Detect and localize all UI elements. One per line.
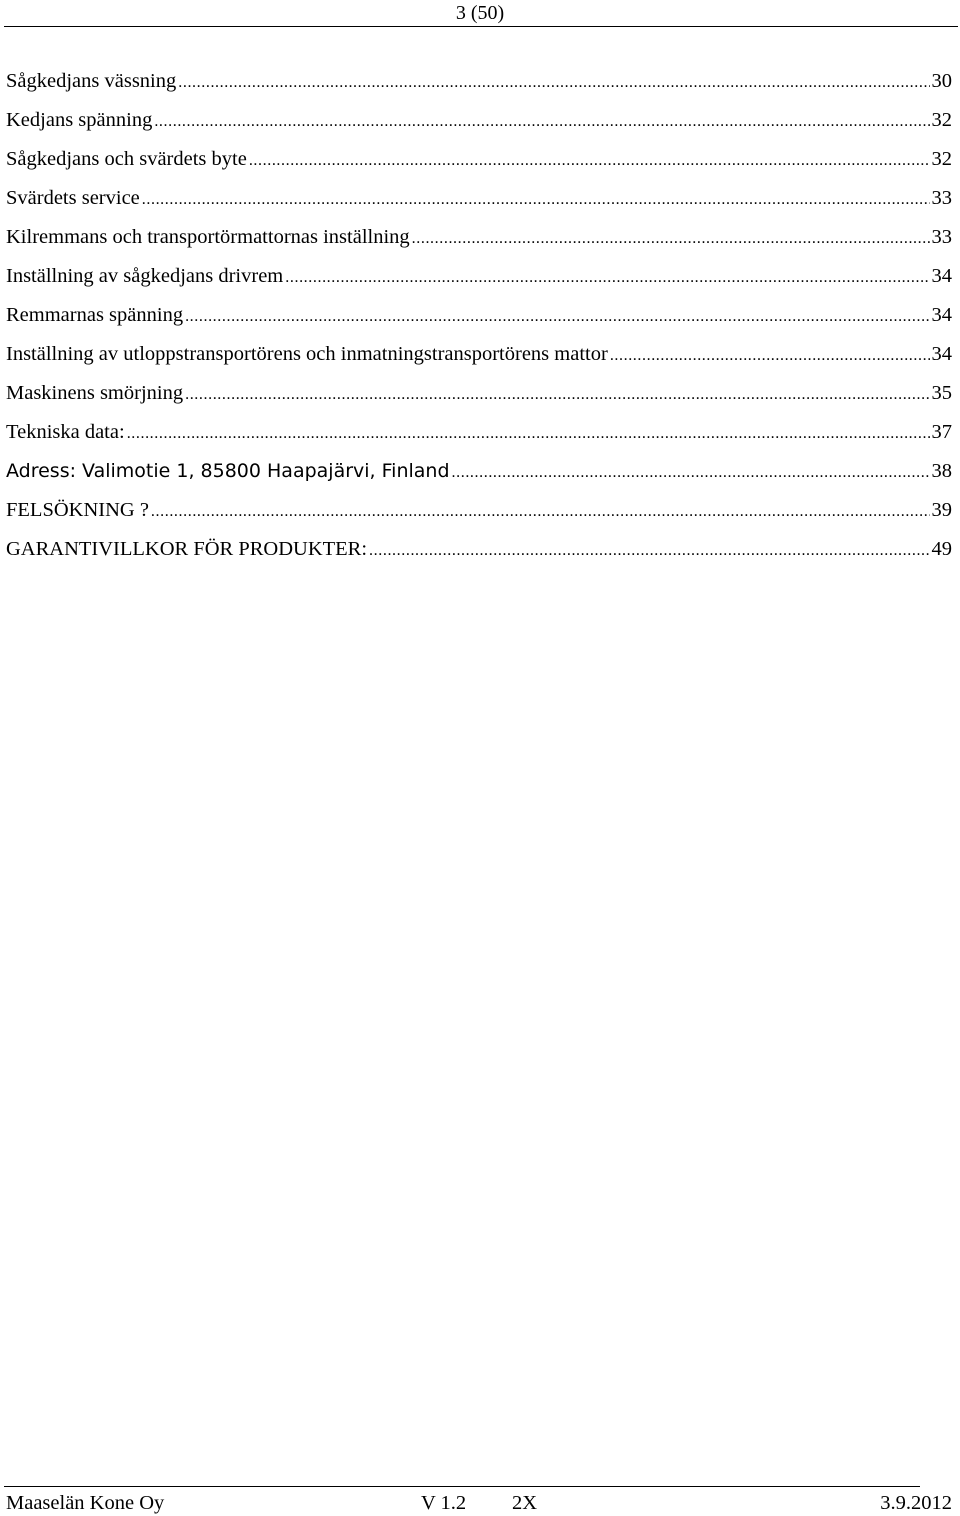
toc-dot-leader [249, 141, 930, 179]
toc-dot-leader [610, 336, 930, 374]
footer-rule [4, 1486, 920, 1487]
toc-dot-leader [142, 180, 930, 218]
toc-entry[interactable] [6, 335, 952, 374]
toc-entry-page: 34 [931, 265, 952, 287]
footer-model: 2X [512, 1492, 538, 1514]
toc-entry[interactable] [6, 374, 952, 413]
toc-dot-leader [185, 375, 929, 413]
toc-entry-title: Kilremmans och transportörmattornas inställning [6, 226, 410, 248]
toc-entry[interactable] [6, 62, 952, 101]
page-header [0, 0, 960, 28]
toc-entry[interactable] [6, 491, 952, 530]
toc-dot-leader [151, 492, 930, 530]
toc-dot-leader [178, 63, 929, 101]
toc-entry[interactable] [6, 530, 952, 569]
toc-entry-title: Sågkedjans och svärdets byte [6, 148, 247, 170]
toc-dot-leader [452, 453, 930, 491]
toc-entry-title: Maskinens smörjning [6, 382, 184, 404]
toc-entry[interactable] [6, 413, 952, 452]
header-rule [4, 26, 958, 27]
toc-entry[interactable] [6, 140, 952, 179]
toc-entry-title: Inställning av sågkedjans drivrem [6, 265, 284, 287]
toc-dot-leader [412, 219, 930, 257]
footer-date: 3.9.2012 [880, 1492, 952, 1514]
toc-entry-page: 30 [931, 70, 952, 92]
toc-entry[interactable] [6, 257, 952, 296]
toc-entry-page: 34 [931, 343, 952, 365]
toc-entry-page: 32 [931, 109, 952, 131]
page-number: 3 (50) [455, 2, 505, 24]
toc-dot-leader [369, 531, 929, 569]
toc-dot-leader [127, 414, 930, 452]
toc-entry-page: 38 [931, 460, 952, 482]
toc-dot-leader [185, 297, 929, 335]
toc-entry[interactable] [6, 296, 952, 335]
toc-dot-leader [154, 102, 929, 140]
table-of-contents [6, 62, 952, 569]
toc-entry-title: Remmarnas spänning [6, 304, 184, 326]
toc-entry-page: 37 [931, 421, 952, 443]
toc-entry-title: Svärdets service [6, 187, 140, 209]
footer-version: V 1.2 [421, 1492, 467, 1514]
toc-entry[interactable] [6, 452, 952, 491]
toc-entry-page: 33 [931, 187, 952, 209]
toc-entry-title: GARANTIVILLKOR FÖR PRODUKTER: [6, 538, 368, 560]
toc-entry-title: FELSÖKNING ? [6, 499, 149, 521]
toc-entry[interactable] [6, 218, 952, 257]
toc-entry-title: Sågkedjans vässning [6, 70, 177, 92]
toc-entry[interactable] [6, 179, 952, 218]
toc-entry-page: 34 [931, 304, 952, 326]
toc-entry-title: Tekniska data: [6, 421, 125, 443]
footer-company: Maaselän Kone Oy [6, 1492, 165, 1514]
toc-entry-title: Inställning av utloppstransportörens och inmatningstransportörens mattor [6, 343, 608, 365]
toc-entry-title: Kedjans spänning [6, 109, 153, 131]
toc-entry-title: Adress: Valimotie 1, 85800 Haapajärvi, Finland [6, 460, 450, 482]
toc-entry[interactable] [6, 101, 952, 140]
toc-entry-page: 32 [931, 148, 952, 170]
toc-entry-page: 35 [931, 382, 952, 404]
toc-entry-page: 49 [931, 538, 952, 560]
toc-entry-page: 33 [931, 226, 952, 248]
toc-dot-leader [285, 258, 929, 296]
page-footer [0, 1482, 960, 1516]
toc-entry-page: 39 [931, 499, 952, 521]
